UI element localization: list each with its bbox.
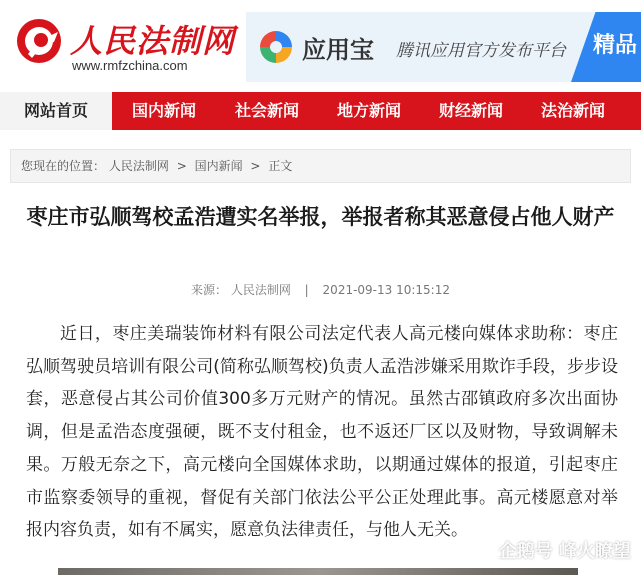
nav-item-legal[interactable]: 法治新闻 [540,101,605,120]
breadcrumb-item-home[interactable]: 人民法制网 [108,159,169,173]
source-name: 人民法制网 [230,283,291,297]
source-label: 来源： [190,283,227,297]
breadcrumb-item-domestic[interactable]: 国内新闻 [194,159,243,173]
yingyongbao-icon [258,29,294,65]
nav-item-finance[interactable]: 财经新闻 [438,101,503,120]
nav-item-local[interactable]: 地方新闻 [336,101,401,120]
ad-subtitle: 腾讯应用官方发布平台 [396,41,566,61]
breadcrumb-item-current: 正文 [268,159,293,173]
nav-item-domestic[interactable]: 国内新闻 [131,101,196,120]
article-image [58,568,578,575]
breadcrumb [10,149,631,183]
ad-title: 应用宝 [302,36,374,64]
site-header [0,0,641,92]
meta-divider: | [304,283,309,297]
main-nav [0,92,641,130]
watermark-text: 企鹅号 峰火瞭望 [498,541,631,562]
publish-datetime: 2021-09-13 10:15:12 [322,283,450,297]
logo-text: 人民法制网 [70,22,236,60]
breadcrumb-prefix: 您现在的位置： [21,159,106,173]
watermark [473,537,631,563]
logo-url: www.rmfzchina.com [72,58,188,73]
article-title: 枣庄市弘顺驾校孟浩遭实名举报，举报者称其恶意侵占他人财产 [26,205,615,229]
nav-item-society[interactable]: 社会新闻 [234,101,299,120]
breadcrumb-separator: > [250,159,261,173]
ad-corner-text: 精品 [593,33,638,58]
site-logo[interactable] [14,14,236,76]
ad-banner[interactable] [246,12,641,82]
article-meta [0,281,641,298]
breadcrumb-separator: > [176,159,187,173]
nav-item-home[interactable]: 网站首页 [0,92,112,130]
article-body: 近日，枣庄美瑞装饰材料有限公司法定代表人高元楼向媒体求助称：枣庄弘顺驾驶员培训有限公司(简称弘顺驾校)负责人孟浩涉嫌采用欺诈手段，步步设套，恶意侵占其公司价值300多万元财产的情况。虽然古邵镇政府多次出面协调，但是孟浩态度强硬，既不支付租金，也不返还厂区以及财物，导致调解未果。万般无奈之下，高元楼向全国媒体求助，以期通过媒体的报道，引起枣庄市监察委领导的重视，督促有关部门依法公平公正处理此事。高元楼愿意对举报内容负责，如有不属实，愿意负法律责任，与他人无关。 [26,324,618,541]
logo-mark-icon [14,16,64,66]
penguin-icon [473,540,493,560]
